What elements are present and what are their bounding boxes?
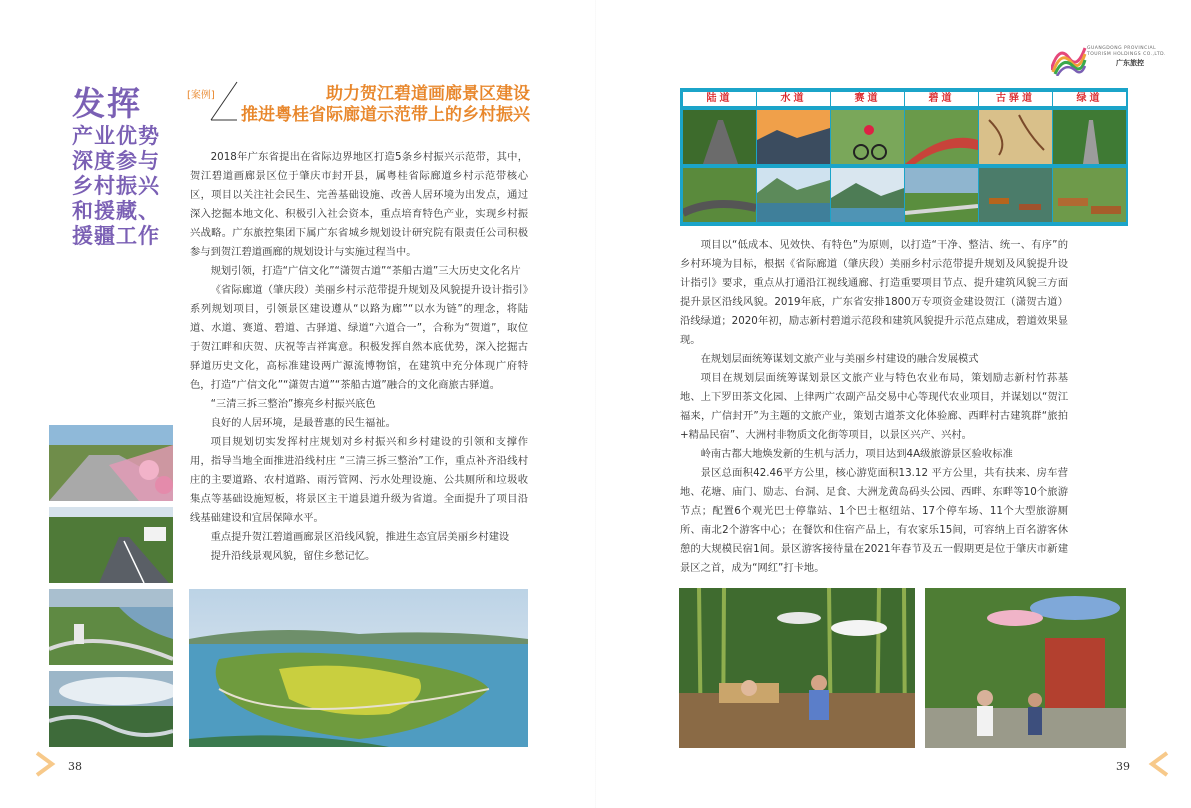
strip-column-green-way bbox=[905, 92, 978, 106]
logo-chinese-name: 广东旅控 bbox=[1116, 59, 1144, 67]
photo-red-track bbox=[905, 110, 978, 164]
strip-column-land-road bbox=[683, 92, 756, 106]
paragraph: 景区总面积42.46平方公里，核心游览面积13.12 平方公里，共有扶来、房车营地、花塘、庙门、励志、台洞、足食、大洲龙黄岛码头公园、西畔、东畔等10个旅游节点；配置6个观光巴士停靠站、1个巴士枢纽站、17个停车场、11个大型旅游厕所、南北2个游客中心；在餐饮和住宿产品上，有农家乐15间，可容纳上百名游客休憩的大规模民宿1间。景区游客接待量在2021年春节及五一假期更是位于肇庆市新建景区之首，成为“网红”打卡地。 bbox=[680, 467, 1068, 574]
photo-curving-road bbox=[683, 168, 756, 222]
paragraph: 提升沿线景观风貌，留住乡愁记忆。 bbox=[210, 550, 376, 562]
photo-riverside-path bbox=[905, 168, 978, 222]
photo-old-map bbox=[979, 110, 1052, 164]
chevron-left-icon bbox=[1148, 751, 1170, 777]
article-title-line: 推进粤桂省际廊道示范带上的乡村振兴 bbox=[241, 105, 530, 125]
chevron-right-icon bbox=[34, 751, 56, 777]
paragraph: 项目在规划层面统筹谋划景区文旅产业与特色农业布局，策划励志新村竹荪基地、上下罗田茶文化园、上律两广农副产品交易中心等现代农业项目，并谋划以“贺江福来，广信封开”为主题的文旅产业，策划古道茶文化体验廊、西畔村古建筑群“旅拍+精品民宿”、大洲村非物质文化街等项目，以景区兴产、兴村。 bbox=[680, 372, 1068, 441]
photo-bamboo-rafts bbox=[1053, 168, 1126, 222]
heading-line: 乡村振兴 bbox=[72, 174, 160, 198]
photo-winding-road bbox=[49, 671, 173, 747]
logo-line: GUANGDONG PROVINCIAL bbox=[1087, 46, 1157, 51]
photo-sunset-river bbox=[757, 110, 830, 164]
subheading: 在规划层面统筹谋划文旅产业与美丽乡村建设的融合发展模式 bbox=[700, 353, 979, 365]
logo-english-name bbox=[1087, 46, 1166, 58]
strip-column-water-road bbox=[757, 92, 830, 106]
paragraph: 项目以“低成本、见效快、有特色”为原则，以打造“干净、整洁、统一、有序”的乡村环境为目标，根据《省际廊道（肇庆段）美丽乡村示范带提升规划及风貌提升设计指引》要求，重点从打通沿江视线通廊、打造重要项目节点、提升建筑风貌三方面提升景区沿线风貌。2019年底，广东省安排1800万专项资金建设贺江（潇贺古道）沿线绿道；2020年初，励志新村碧道示范段和建筑风貌提升示范点建成，碧道效果显现。 bbox=[680, 239, 1068, 346]
paragraph: 良好的人居环境，是最普惠的民生福祉。 bbox=[210, 417, 396, 429]
photo-flower-road bbox=[49, 425, 173, 501]
photo-tree-lined-road bbox=[683, 110, 756, 164]
strip-label: 绿道 bbox=[1053, 92, 1126, 106]
six-roads-photo-strip bbox=[680, 88, 1128, 226]
heading-line: 产业优势 bbox=[72, 124, 160, 148]
strip-label: 陆道 bbox=[683, 92, 756, 106]
photo-aerial-village bbox=[49, 589, 173, 665]
strip-label: 赛道 bbox=[831, 92, 904, 106]
heading-line: 和援藏、 bbox=[72, 199, 160, 223]
heading-line: 深度参与 bbox=[72, 149, 160, 173]
subheading: 规划引领，打造“广信文化”“潇贺古道”“茶船古道”三大历史文化名片 bbox=[210, 265, 521, 277]
subheading: “三清三拆三整治”擦亮乡村振兴底色 bbox=[210, 398, 376, 410]
strip-column-race-road bbox=[831, 92, 904, 106]
photo-umbrella-path bbox=[925, 588, 1126, 748]
strip-label: 古驿道 bbox=[979, 92, 1052, 106]
article-body-left bbox=[190, 148, 528, 566]
article-body-right bbox=[680, 236, 1068, 578]
photo-cyclist bbox=[831, 110, 904, 164]
page-number: 39 bbox=[1116, 760, 1130, 773]
strip-column-ancient-post-road bbox=[979, 92, 1052, 106]
case-tag: [案例] bbox=[187, 90, 215, 101]
photo-boat-river bbox=[757, 168, 830, 222]
photo-river-aerial bbox=[189, 589, 528, 747]
article-title-line: 助力贺江碧道画廊景区建设 bbox=[326, 84, 530, 104]
paragraph: 项目规划切实发挥村庄规划对乡村振兴和乡村建设的引领和支撑作用，指导当地全面推进沿线村庄 “三清三拆三整治”工作，重点补齐沿线村庄的主要道路、农村道路、雨污管网、污水处理设施、公共厕所和垃圾收集点等基础设施短板，将景区主干道县道升级为省道。全面提升了项目沿线基础建设和宜居保障水平。 bbox=[190, 436, 528, 524]
photo-forest-path bbox=[1053, 110, 1126, 164]
page-number: 38 bbox=[68, 760, 82, 773]
heading-line: 援疆工作 bbox=[72, 224, 160, 248]
strip-label: 水道 bbox=[757, 92, 830, 106]
section-heading bbox=[72, 84, 182, 249]
left-page bbox=[0, 0, 595, 808]
heading-line: 发挥 bbox=[72, 84, 142, 123]
subheading: 岭南古都大地焕发新的生机与活力，项目达到4A级旅游景区验收标准 bbox=[700, 448, 1013, 460]
strip-column-green-road bbox=[1053, 92, 1126, 106]
subheading: 重点提升贺江碧道画廊景区沿线风貌，推进生态宜居美丽乡村建设 bbox=[210, 531, 510, 543]
photo-rural-road bbox=[49, 507, 173, 583]
logo-line: TOURISM HOLDINGS CO.,LTD. bbox=[1087, 52, 1166, 57]
paragraph: 2018年广东省提出在省际边界地区打造5条乡村振兴示范带，其中，贺江碧道画廊景区位于肇庆市封开县，属粤桂省际廊道乡村示范带核心区，项目以关注社会民生、完善基础设施、改善人居环境为出发点，通过深入挖掘本地文化、积极引入社会资本，重点培育特色产业，实现乡村振兴战略。广东旅控集团下属广东省城乡规划设计研究院有限责任公司积极参与到贺江碧道画廊的规划设计与实施过程当中。 bbox=[190, 151, 528, 258]
strip-label: 碧道 bbox=[905, 92, 978, 106]
photo-boats-dock bbox=[979, 168, 1052, 222]
photo-river-mountains bbox=[831, 168, 904, 222]
photo-bamboo-tea-garden bbox=[679, 588, 915, 748]
article-title bbox=[225, 84, 530, 126]
paragraph: 《省际廊道（肇庆段）美丽乡村示范带提升规划及风貌提升设计指引》系列规划项目，引领景区建设遵从“以路为廊”“以水为链”的理念，将陆道、水道、赛道、碧道、古驿道、绿道“六道合一”，合称为“贺道”，取位于贺江畔和庆贺、庆祝等吉祥寓意。积极发挥自然本底优势，深入挖掘古驿道历史文化，高标准建设两广源流博物馆，在建筑中充分体现广府特色，打造“广信文化”“潇贺古道”“茶船古道”融合的文化商旅古驿道。 bbox=[190, 284, 528, 391]
